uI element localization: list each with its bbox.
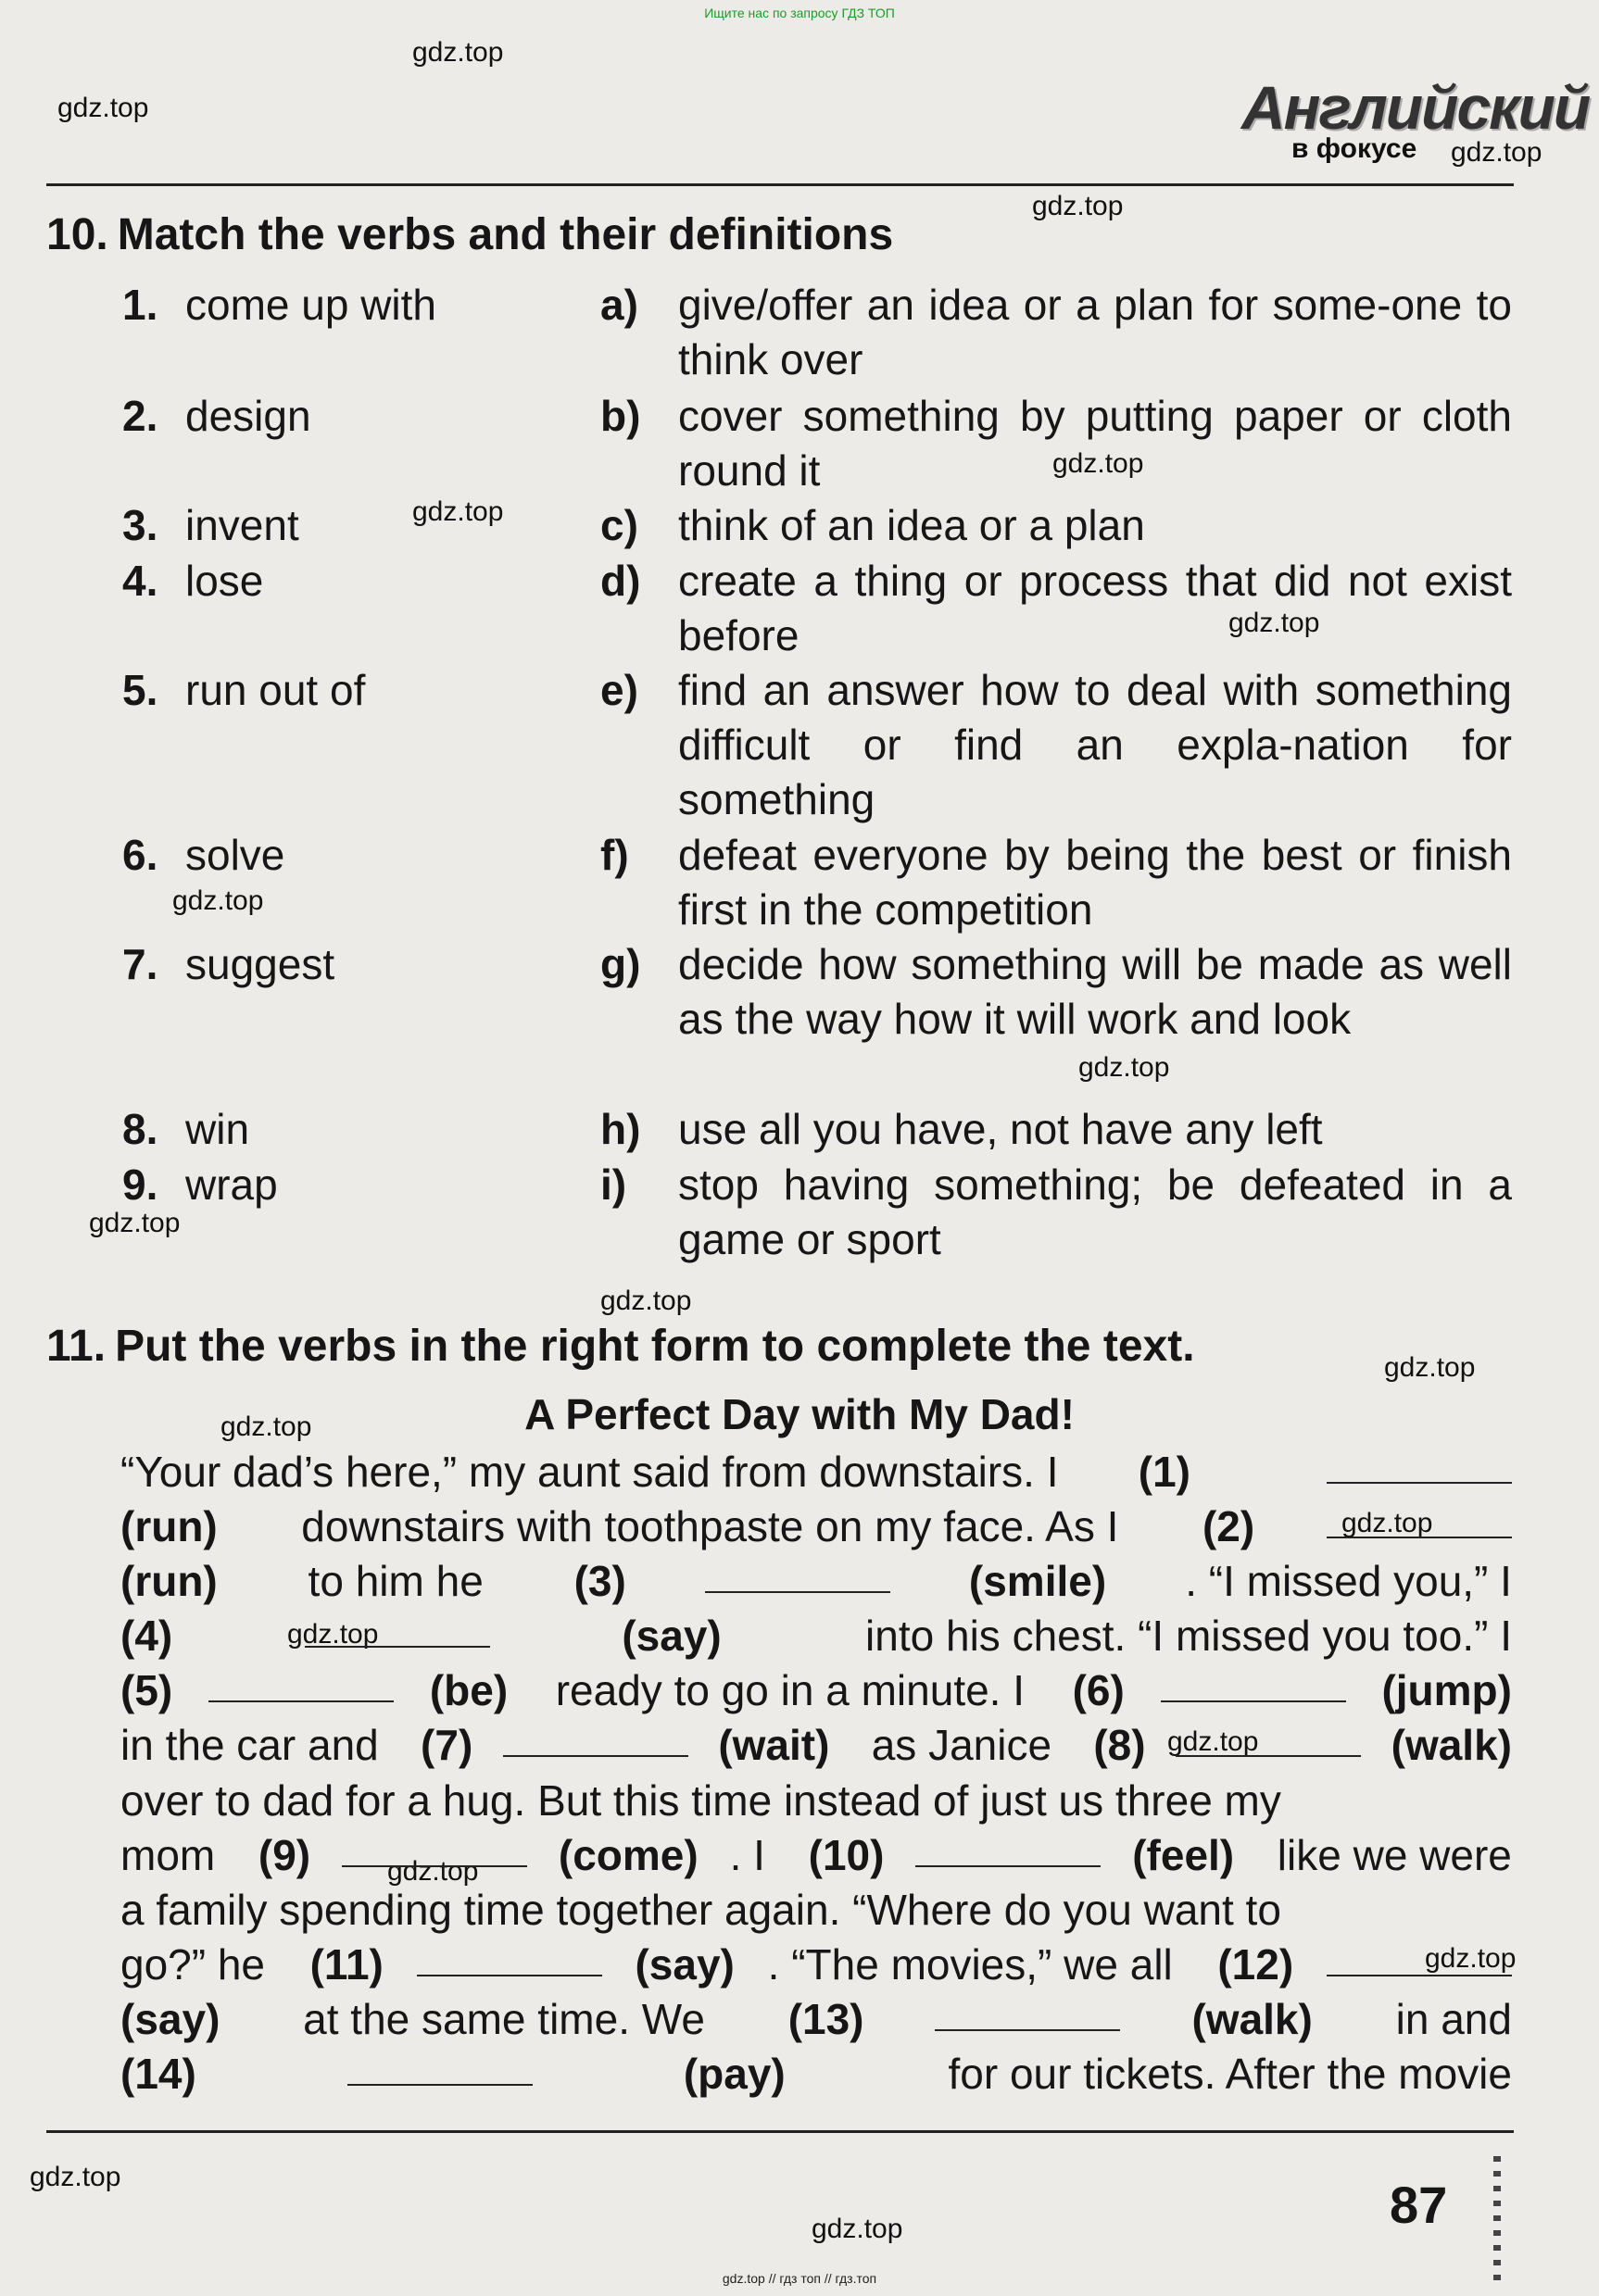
watermark: gdz.top <box>1078 1052 1170 1083</box>
verb-prompt: (run) <box>120 1502 218 1551</box>
story-text-segment: in and <box>1383 1994 1512 2043</box>
story-text-segment: for our tickets. After the movie <box>936 2050 1512 2099</box>
logo-title: Английский <box>1241 73 1590 142</box>
answer-blank[interactable] <box>347 2047 533 2086</box>
answer-blank[interactable] <box>208 1663 394 1702</box>
gap-number: (1) <box>1138 1448 1190 1496</box>
verb-number: 9. <box>122 1161 158 1209</box>
exercise-number: 10. <box>46 210 108 259</box>
verb: invent <box>185 501 299 549</box>
watermark: gdz.top <box>287 1619 379 1650</box>
match-row <box>0 937 1599 1104</box>
verb-number: 6. <box>122 831 158 879</box>
story-text <box>120 1445 1512 2102</box>
verb-prompt: (walk) <box>1391 1721 1512 1770</box>
story-line <box>120 1718 1512 1773</box>
story-title: A Perfect Day with My Dad! <box>524 1390 1075 1438</box>
story-line <box>120 1938 1512 1992</box>
story-line <box>120 1554 1512 1609</box>
story-text-segment: “Your dad’s here,” my aunt said from downstairs. I <box>120 1448 1071 1496</box>
story-text-segment: into his chest. “I missed you too.” I <box>853 1612 1512 1661</box>
story-text-segment: like we were <box>1265 1830 1512 1879</box>
verb-number: 4. <box>122 557 158 605</box>
verb-prompt: (pay) <box>683 2050 786 2099</box>
verb-prompt: (jump) <box>1381 1666 1512 1715</box>
verb-prompt: (say) <box>120 1994 220 2043</box>
story-text-segment: at the same time. We <box>291 1994 717 2043</box>
watermark: gdz.top <box>57 93 149 123</box>
match-row <box>0 389 1599 500</box>
bottom-note: gdz.top // гдз топ // гдз.топ <box>722 2271 877 2286</box>
gap-number: (9) <box>258 1830 311 1879</box>
definition-letter: h) <box>600 1105 641 1153</box>
gap-number: (6) <box>1072 1666 1125 1715</box>
top-divider <box>46 183 1514 186</box>
watermark: gdz.top <box>172 885 264 916</box>
watermark: gdz.top <box>1228 608 1320 638</box>
definition-letter: g) <box>600 940 641 988</box>
gap-number: (12) <box>1217 1939 1294 1989</box>
gap-number: (13) <box>787 1994 864 2043</box>
exercise-title: Put the verbs in the right form to complete the text. <box>115 1322 1195 1371</box>
definition: decide how something will be made as well as the way how it will work and look <box>678 940 1512 1043</box>
story-text-segment: go?” he <box>120 1939 277 1989</box>
definition-letter: c) <box>600 501 638 549</box>
story-text-segment: mom <box>120 1830 227 1879</box>
watermark: gdz.top <box>1425 1943 1517 1974</box>
definition-letter: e) <box>600 666 638 714</box>
watermark: gdz.top <box>1451 137 1542 168</box>
definition: cover something by putting paper or cloth round it <box>678 392 1512 495</box>
watermark: gdz.top <box>1032 191 1124 221</box>
definition: give/offer an idea or a plan for some-one to think over <box>678 281 1512 383</box>
watermark: gdz.top <box>1167 1726 1259 1757</box>
gap-number: (10) <box>808 1830 885 1879</box>
story-line <box>120 1774 1512 1828</box>
definition-letter: f) <box>600 831 629 879</box>
exercise-number: 11. <box>46 1322 107 1371</box>
answer-blank[interactable] <box>305 1609 490 1648</box>
story-line <box>120 1663 1512 1718</box>
verb-prompt: (come) <box>558 1830 699 1879</box>
verb-prompt: (be) <box>429 1666 509 1715</box>
watermark: gdz.top <box>1341 1508 1433 1538</box>
verb-prompt: (wait) <box>718 1721 830 1770</box>
definition: use all you have, not have any left <box>678 1105 1323 1153</box>
verb: wrap <box>185 1161 278 1209</box>
match-row <box>0 828 1599 939</box>
story-text-segment: in the car and <box>120 1721 391 1770</box>
gap-number: (4) <box>120 1612 173 1661</box>
definition: think of an idea or a plan <box>678 501 1145 549</box>
match-row <box>0 1102 1599 1158</box>
answer-blank[interactable] <box>915 1828 1101 1867</box>
story-text-segment: as Janice <box>859 1721 1064 1770</box>
story-text-segment: . “I missed you,” I <box>1185 1557 1512 1606</box>
answer-blank[interactable] <box>503 1718 688 1757</box>
definition-letter: d) <box>600 557 641 605</box>
match-row <box>0 278 1599 389</box>
story-line <box>120 1992 1512 2047</box>
answer-blank[interactable] <box>1327 1499 1512 1538</box>
answer-blank[interactable] <box>1327 1938 1512 1976</box>
watermark: gdz.top <box>1052 448 1144 479</box>
story-text-segment: over to dad for a hug. But this time instead of just us three my <box>120 1775 1281 1825</box>
watermark: gdz.top <box>220 1411 312 1442</box>
definition: defeat everyone by being the best or finish first in the competition <box>678 831 1512 934</box>
verb-number: 5. <box>122 666 158 714</box>
watermark: gdz.top <box>1384 1352 1476 1383</box>
verb: come up with <box>185 281 437 329</box>
story-text-segment: downstairs with toothpaste on my face. As I <box>289 1502 1131 1551</box>
verb-number: 7. <box>122 940 158 988</box>
story-text-segment: . “The movies,” we all <box>767 1939 1185 1989</box>
watermark: gdz.top <box>30 2162 121 2192</box>
exercise-title: Match the verbs and their definitions <box>117 210 894 259</box>
answer-blank[interactable] <box>1327 1445 1512 1484</box>
verb-prompt: (run) <box>120 1557 218 1606</box>
page-number: 87 <box>1390 2176 1448 2234</box>
verb-prompt: (feel) <box>1132 1830 1235 1879</box>
verb-number: 3. <box>122 501 158 549</box>
match-row <box>0 498 1599 554</box>
answer-blank[interactable] <box>1161 1663 1346 1702</box>
match-row <box>0 554 1599 665</box>
gap-number: (8) <box>1093 1721 1146 1770</box>
definition: stop having something; be defeated in a game or sport <box>678 1161 1512 1263</box>
answer-blank[interactable] <box>1176 1718 1361 1757</box>
page-edge-dots <box>1493 2156 1501 2286</box>
story-text-segment: ready to go in a minute. I <box>543 1666 1037 1715</box>
story-line <box>120 1828 1512 1883</box>
watermark: gdz.top <box>600 1286 692 1316</box>
story-line <box>120 1499 1512 1554</box>
story-line <box>120 2047 1512 2102</box>
exercise-10-heading <box>46 209 893 260</box>
answer-blank[interactable] <box>417 1938 602 1976</box>
definition-letter: a) <box>600 281 638 329</box>
verb: design <box>185 392 311 440</box>
answer-blank[interactable] <box>935 1992 1120 2031</box>
verb: win <box>185 1105 250 1153</box>
verb-prompt: (say) <box>622 1612 722 1661</box>
match-row <box>0 663 1599 830</box>
verb: lose <box>185 557 264 605</box>
story-text-segment: . I <box>729 1830 777 1879</box>
story-line <box>120 1445 1512 1499</box>
watermark: gdz.top <box>387 1856 479 1887</box>
watermark: gdz.top <box>89 1208 181 1238</box>
gap-number: (5) <box>120 1666 173 1715</box>
verb: run out of <box>185 666 366 714</box>
gap-number: (2) <box>1202 1502 1255 1551</box>
story-text-segment: to him he <box>296 1557 496 1606</box>
watermark: gdz.top <box>412 37 504 68</box>
verb-number: 2. <box>122 392 158 440</box>
definition: find an answer how to deal with something difficult or find an expla-nation for something <box>678 666 1512 823</box>
match-row <box>0 1158 1599 1269</box>
gap-number: (7) <box>421 1721 473 1770</box>
definition-letter: i) <box>600 1161 627 1209</box>
exercise-11-heading <box>46 1321 1195 1372</box>
verb-prompt: (smile) <box>968 1557 1107 1606</box>
answer-blank[interactable] <box>342 1828 527 1867</box>
verb-number: 1. <box>122 281 158 329</box>
watermark: gdz.top <box>412 496 504 527</box>
logo-subtitle: в фокусе <box>1291 133 1417 164</box>
story-line <box>120 1609 1512 1663</box>
gap-number: (11) <box>309 1939 384 1989</box>
bottom-divider <box>46 2130 1514 2133</box>
verb: solve <box>185 831 285 879</box>
answer-blank[interactable] <box>705 1554 890 1593</box>
definition: create a thing or process that did not exist before <box>678 557 1512 659</box>
verb-prompt: (walk) <box>1191 1994 1313 2043</box>
watermark: gdz.top <box>812 2214 903 2244</box>
verb-number: 8. <box>122 1105 158 1153</box>
story-line <box>120 1883 1512 1938</box>
top-note: Ищите нас по запросу ГДЗ ТОП <box>704 6 895 20</box>
definition-letter: b) <box>600 392 641 440</box>
story-text-segment: a family spending time together again. “Where do you want to <box>120 1885 1281 1934</box>
gap-number: (3) <box>573 1557 626 1606</box>
gap-number: (14) <box>120 2050 196 2099</box>
verb: suggest <box>185 940 335 988</box>
verb-prompt: (say) <box>635 1939 735 1989</box>
